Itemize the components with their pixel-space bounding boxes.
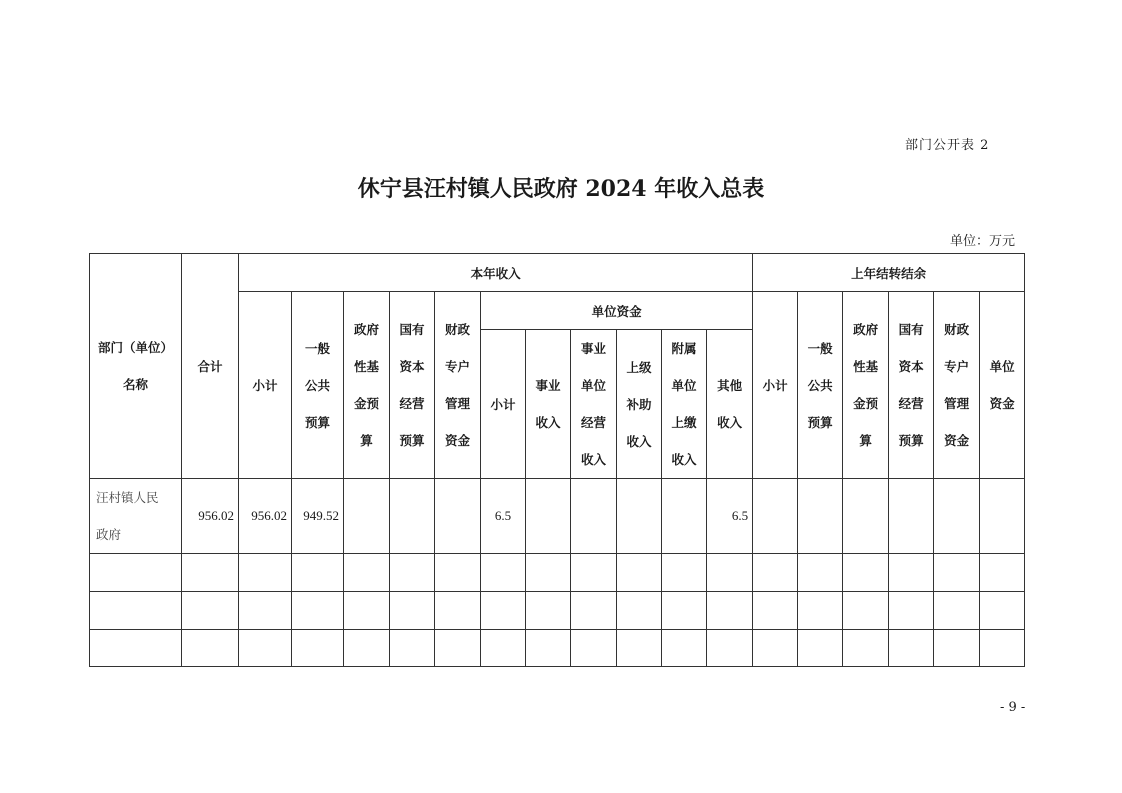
- header-prior-state-capital: 国有 资本 经营 预算: [889, 292, 934, 479]
- header-prior-year: 上年结转结余: [753, 254, 1025, 292]
- page-title: 休宁县汪村镇人民政府 2024 年收入总表: [357, 176, 765, 202]
- header-affiliated-remit: 附属 单位 上缴 收入: [662, 330, 707, 479]
- header-gov-fund: 政府 性基 金预 算: [344, 292, 390, 479]
- header-prior-unit-funds: 单位 资金: [980, 292, 1025, 479]
- header-affiliated-business: 事业 单位 经营 收入: [571, 330, 617, 479]
- header-general-budget: 一般 公共 预算: [292, 292, 344, 479]
- business-income-cell: [526, 479, 571, 554]
- header-prior-general-budget: 一般 公共 预算: [798, 292, 843, 479]
- empty-row: [90, 554, 1025, 592]
- form-number: 部门公开表 2: [905, 138, 990, 153]
- header-superior-subsidy: 上级 补助 收入: [617, 330, 662, 479]
- other-income-cell: 6.5: [707, 479, 753, 554]
- empty-row: [90, 630, 1025, 667]
- header-current-year: 本年收入: [239, 254, 753, 292]
- prior-general-budget-cell: [798, 479, 843, 554]
- header-prior-gov-fund: 政府 性基 金预 算: [843, 292, 889, 479]
- header-fiscal-special: 财政 专户 管理 资金: [435, 292, 481, 479]
- empty-row: [90, 592, 1025, 630]
- prior-unit-funds-cell: [980, 479, 1025, 554]
- unit-subtotal-cell: 6.5: [481, 479, 526, 554]
- prior-gov-fund-cell: [843, 479, 889, 554]
- header-unit-subtotal: 小计: [481, 330, 526, 479]
- gov-fund-cell: [344, 479, 390, 554]
- header-state-capital: 国有 资本 经营 预算: [390, 292, 435, 479]
- superior-subsidy-cell: [617, 479, 662, 554]
- table-row: [90, 479, 1025, 554]
- header-subtotal: 小计: [239, 292, 292, 479]
- page-number: - 9 -: [1000, 700, 1026, 715]
- unit-label: 单位：万元: [950, 234, 1016, 249]
- header-prior-subtotal: 小计: [753, 292, 798, 479]
- total-cell: 956.02: [182, 479, 239, 554]
- header-dept-name: 部门（单位） 名称: [90, 254, 182, 479]
- prior-state-capital-cell: [889, 479, 934, 554]
- subtotal-cell: 956.02: [239, 479, 292, 554]
- header-other-income: 其他 收入: [707, 330, 753, 479]
- prior-subtotal-cell: [753, 479, 798, 554]
- general-budget-cell: 949.52: [292, 479, 344, 554]
- header-total: 合计: [182, 254, 239, 479]
- dept-name-cell: 汪村镇人民 政府: [90, 479, 182, 554]
- affiliated-remit-cell: [662, 479, 707, 554]
- header-business-income: 事业 收入: [526, 330, 571, 479]
- state-capital-cell: [390, 479, 435, 554]
- header-prior-fiscal-special: 财政 专户 管理 资金: [934, 292, 980, 479]
- prior-fiscal-special-cell: [934, 479, 980, 554]
- header-unit-funds: 单位资金: [481, 292, 753, 330]
- revenue-table: [89, 253, 1025, 667]
- affiliated-business-cell: [571, 479, 617, 554]
- fiscal-special-cell: [435, 479, 481, 554]
